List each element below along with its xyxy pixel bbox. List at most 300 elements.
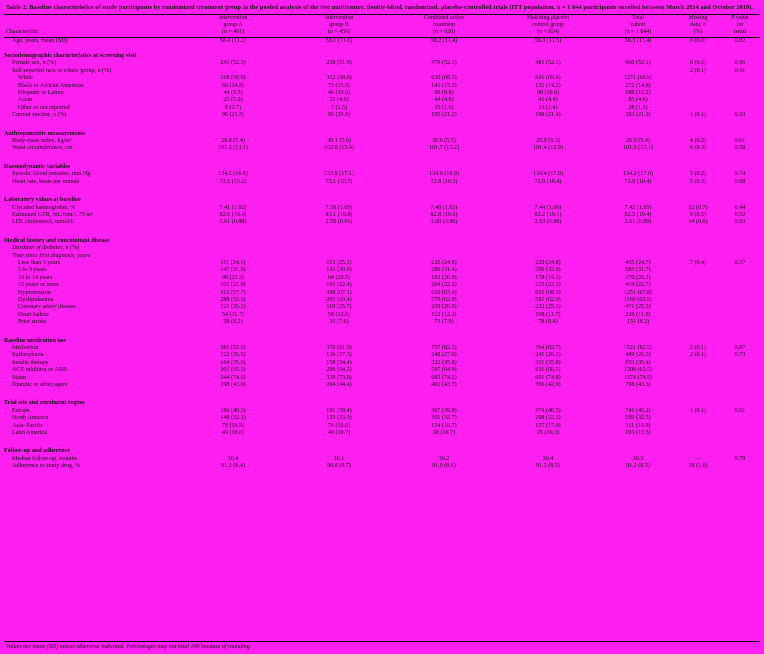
row-value-col5: 393 (21.3) (625, 112, 651, 119)
row-label: Trial site and enrolment region (4, 400, 85, 407)
row-value-col2: 58 (12.6) (327, 311, 351, 318)
row-value-col7 (720, 105, 760, 112)
row-value-col5: 151 (8.2) (626, 319, 650, 326)
row-value-col4 (496, 49, 600, 60)
row-label: Sociodemographic characteristics at screening visit (4, 53, 137, 60)
row-label: Systolic blood pressure, mm Hg (12, 171, 91, 178)
row-value-col2: 73.1 (10.5) (325, 178, 353, 185)
row-value-col5 (600, 334, 676, 345)
row-value-col1: 98 (21.3) (221, 274, 245, 281)
row-value-col2: 83.1 (19.8) (325, 211, 353, 218)
row-value-col1: 101 (21.9) (220, 282, 246, 289)
header-row-line1 (4, 15, 760, 23)
row-value-col6 (676, 193, 720, 204)
row-value-col7: 0.88 (734, 178, 746, 185)
row-value-col3: 597 (64.9) (431, 367, 457, 374)
row-value-col2 (286, 396, 392, 407)
row-value-col4: 396 (42.9) (535, 382, 561, 389)
row-value-col5 (600, 160, 676, 171)
row-value-col5 (600, 444, 676, 455)
row-label: Laboratory values at baseline (4, 197, 82, 204)
row-value-col7 (720, 160, 760, 171)
table-row (4, 179, 760, 186)
row-value-col3: 620 (67.4) (431, 289, 457, 296)
table-row-spacer (4, 389, 760, 396)
row-value-col2: 142 (30.9) (326, 267, 352, 274)
row-value-col5: 1271 (68.9) (623, 75, 653, 82)
row-value-col2 (286, 334, 392, 345)
row-value-col2 (286, 193, 392, 204)
row-value-col5: 272 (14.8) (625, 82, 651, 89)
header-col6-line1: Missing (688, 15, 708, 21)
row-value-col6: — (694, 455, 702, 462)
row-value-col3: 195 (21.2) (431, 112, 457, 119)
row-value-col1: 91.2 (8.4) (221, 463, 245, 470)
row-label: ACE inhibitor or ARB (12, 367, 68, 374)
header-col2-line3: (n = 459) (328, 29, 350, 36)
row-value-col6 (676, 444, 720, 455)
row-value-col5: 72.9 (10.4) (624, 178, 652, 185)
row-value-col3 (392, 253, 496, 260)
row-value-col3: 44 (4.8) (434, 97, 454, 104)
row-value-col1: 344 (74.6) (220, 374, 246, 381)
row-value-col4: 134.4 (17.0) (533, 171, 563, 178)
row-value-col7: 0.63 (734, 219, 746, 226)
row-value-col5 (600, 253, 676, 260)
row-value-col3: 683 (74.2) (431, 374, 457, 381)
row-value-col3 (392, 193, 496, 204)
row-value-col1: 2.61 (0.88) (219, 219, 247, 226)
table-section-header (4, 444, 760, 455)
row-value-col4: 72.9 (10.4) (534, 178, 562, 185)
row-value-col7 (720, 83, 760, 90)
row-value-col3: 192 (20.9) (431, 274, 457, 281)
row-value-col2: 181 (39.4) (326, 407, 352, 414)
table-row (4, 171, 760, 178)
row-value-col1: 58.4 (11.2) (219, 37, 247, 44)
row-value-col3: 204 (22.2) (431, 282, 457, 289)
row-value-col1: 148 (32.1) (220, 415, 246, 422)
table-row-spacer (4, 186, 760, 193)
row-value-col2: 339 (73.9) (326, 374, 352, 381)
row-value-col5: 599 (32.5) (625, 415, 651, 422)
table-row (4, 423, 760, 430)
table-row (4, 282, 760, 289)
row-value-col5: 1160 (62.9) (623, 296, 653, 303)
table-row (4, 375, 760, 382)
row-value-col6: 4 (0.2) (689, 138, 707, 145)
row-value-col5: 2.61 (0.89) (624, 219, 652, 226)
row-value-col4: 98 (10.6) (536, 90, 560, 97)
row-value-col4 (496, 234, 600, 245)
row-value-col7 (720, 253, 760, 260)
row-value-col3: 2.60 (0.90) (430, 219, 458, 226)
row-label: Glycated haemoglobin, % (12, 204, 76, 211)
row-value-col1 (180, 334, 286, 345)
row-value-col3: 367 (39.9) (431, 407, 457, 414)
row-value-col7: 0.41 (734, 67, 746, 74)
header-col5-line2: cohort (630, 22, 646, 29)
row-value-col5: 585 (31.7) (625, 267, 651, 274)
row-value-col5: 1208 (65.5) (623, 367, 653, 374)
row-label: Current smoker, n (%) (12, 112, 67, 119)
row-value-col3: 90 (9.8) (434, 90, 454, 97)
row-value-col5: 188 (10.2) (625, 90, 651, 97)
row-value-col5 (600, 234, 676, 245)
row-value-col6: 2 (0.1) (689, 352, 707, 359)
row-value-col6 (676, 49, 720, 60)
header-stub-blank2 (4, 22, 180, 29)
table-row-spacer (4, 153, 760, 160)
table-row (4, 245, 760, 252)
row-value-col1: 29.8 (5.4) (221, 138, 245, 145)
row-value-col6 (676, 245, 720, 252)
row-value-col7: 0.37 (734, 259, 746, 266)
row-value-col4: 108 (11.7) (535, 311, 561, 318)
row-value-col6 (676, 382, 720, 389)
table-row (4, 352, 760, 359)
row-value-col1: 301 (65.3) (220, 367, 246, 374)
table-row (4, 112, 760, 119)
row-value-col6 (676, 97, 720, 104)
row-value-col7: 0.79 (734, 455, 746, 462)
row-label: Follow-up and adherence (4, 448, 70, 455)
row-value-col6 (676, 334, 720, 345)
row-value-col5: 419 (22.7) (625, 282, 651, 289)
row-value-col3 (392, 49, 496, 60)
row-label: Waist circumference, cm (12, 145, 73, 152)
table-row (4, 319, 760, 326)
header-col2-line1: Intervention (324, 15, 354, 21)
row-value-col3: 289 (31.4) (431, 267, 457, 274)
row-value-col7: 0.74 (734, 171, 746, 178)
row-value-col6 (676, 267, 720, 274)
row-label: Prior stroke (18, 319, 47, 326)
row-value-col2: 376 (81.9) (326, 345, 352, 352)
row-value-col1 (180, 160, 286, 171)
row-value-col1: 186 (40.3) (220, 407, 246, 414)
row-value-col6 (676, 367, 720, 374)
row-label: Anthropometric measurements (4, 130, 86, 137)
row-value-col3: 72.8 (10.3) (430, 178, 458, 185)
row-value-col3: 15 (1.6) (434, 104, 454, 111)
row-value-col5 (600, 127, 676, 138)
row-value-col2: 30.1 (5.6) (327, 138, 351, 145)
row-value-col4: 82.2 (19.1) (534, 211, 562, 218)
row-value-col3: 322 (35.0) (431, 359, 457, 366)
row-label: Heart rate, beats per minute (12, 178, 80, 185)
row-value-col6 (676, 160, 720, 171)
row-value-col6 (676, 234, 720, 245)
table-row (4, 367, 760, 374)
row-value-col6: 0 (0.0) (689, 60, 707, 67)
row-label: Medical history and concomitant disease (4, 237, 110, 244)
row-value-col2 (286, 49, 392, 60)
row-value-col4: 78 (8.4) (538, 319, 558, 326)
row-label: Europe (12, 407, 30, 414)
row-value-col7 (720, 275, 760, 282)
row-value-col2: 49 (10.7) (327, 430, 351, 437)
row-value-col6 (676, 396, 720, 407)
row-value-col1: 23 (5.0) (223, 97, 243, 104)
row-value-col2 (286, 127, 392, 138)
row-value-col4: 131 (14.2) (535, 82, 561, 89)
row-value-col5: 101.5 (13.1) (623, 145, 653, 152)
row-value-col7 (720, 234, 760, 245)
header-col1-line3: (n = 461) (222, 29, 244, 36)
row-value-col2: 296 (64.5) (326, 367, 352, 374)
row-value-col7: 0.91 (734, 407, 746, 414)
row-value-col3: 479 (52.1) (431, 60, 457, 67)
row-value-col6: 1 (0.1) (689, 407, 707, 414)
row-value-col2: 35 (7.6) (329, 319, 349, 326)
row-value-col3: 226 (24.6) (431, 259, 457, 266)
row-value-col6 (676, 304, 720, 311)
row-value-col2 (286, 253, 392, 260)
spacer-cell (4, 153, 760, 160)
row-value-col1 (180, 127, 286, 138)
table-row-spacer (4, 437, 760, 444)
row-value-col3: 239 (26.0) (431, 304, 457, 311)
row-value-col7: 0.58 (734, 145, 746, 152)
row-value-col2: 7.38 (1.05) (325, 204, 353, 211)
header-col7-line3: trend (733, 29, 747, 36)
row-value-col2: 90.8 (8.7) (327, 463, 351, 470)
row-value-col4: 764 (82.7) (535, 345, 561, 352)
row-value-col3: 101.7 (13.2) (429, 145, 459, 152)
row-value-col2 (286, 160, 392, 171)
row-value-col2: 118 (25.7) (326, 304, 352, 311)
header-stub: Characteristic (6, 29, 39, 36)
row-value-col7: 0.52 (734, 211, 746, 218)
row-value-col2: 2.58 (0.91) (325, 219, 353, 226)
row-value-col4: 95 (10.3) (536, 430, 560, 437)
row-value-col3 (392, 444, 496, 455)
row-value-col3: 36.2 (438, 455, 450, 462)
row-value-col2: 94 (20.5) (327, 274, 351, 281)
row-value-col1 (180, 396, 286, 407)
row-value-col6 (676, 375, 720, 382)
row-value-col5: 960 (52.1) (625, 60, 651, 67)
row-value-col6: 12 (0.7) (688, 204, 708, 211)
header-col3-line2: treatment (432, 22, 456, 29)
row-value-col3: 58.2 (11.4) (430, 37, 458, 44)
row-value-col7 (720, 193, 760, 204)
row-value-col7: 0.96 (734, 60, 746, 67)
row-value-col5: 471 (25.5) (625, 304, 651, 311)
row-value-col2: 36.1 (333, 455, 345, 462)
table-row (4, 60, 760, 67)
row-value-col3: 134.0 (16.9) (429, 171, 459, 178)
row-label: Body-mass index, kg/m² (12, 138, 72, 145)
row-value-col5: 29.9 (5.4) (626, 138, 650, 145)
row-value-col3 (392, 396, 496, 407)
row-value-col4: 331 (35.8) (535, 359, 561, 366)
row-value-col1: 122 (26.5) (220, 352, 246, 359)
row-value-col5: 58.3 (11.4) (624, 37, 652, 44)
table-row-spacer (4, 120, 760, 127)
row-value-col3: 82.8 (19.6) (430, 211, 458, 218)
table-head (4, 15, 760, 38)
row-value-col2: 291 (63.4) (326, 296, 352, 303)
row-value-col4: 178 (19.3) (535, 274, 561, 281)
row-label: Time since first diagnosis, years (12, 252, 91, 259)
row-value-col6 (676, 275, 720, 282)
table-section-header (4, 334, 760, 345)
row-value-col6 (676, 319, 720, 326)
row-value-col1: 134.2 (16.8) (218, 171, 248, 178)
row-label: Hispanic or Latino (18, 90, 64, 97)
header-col3-line3: (n = 920) (433, 29, 455, 36)
row-value-col3: 579 (62.9) (431, 296, 457, 303)
row-value-col7 (720, 334, 760, 345)
row-value-col5: 311 (16.9) (625, 422, 651, 429)
table-row (4, 304, 760, 311)
row-value-col1: 198 (43.0) (220, 382, 246, 389)
row-value-col5: 489 (26.5) (625, 352, 651, 359)
row-value-col1: 78 (16.9) (221, 422, 245, 429)
row-label: 15 years or more (18, 282, 60, 289)
row-label: Adherence to study drug, % (12, 463, 81, 470)
row-value-col1: 164 (35.6) (220, 359, 246, 366)
row-value-col7: 0.87 (734, 345, 746, 352)
row-value-col3: 757 (82.3) (431, 345, 457, 352)
row-value-col4: 2.63 (0.89) (534, 219, 562, 226)
table-row (4, 267, 760, 274)
row-label: Female sex, n (%) (12, 60, 57, 67)
row-value-col5: 1374 (74.5) (623, 374, 653, 381)
row-value-col7: 0.82 (734, 37, 746, 44)
row-value-col4: 58.3 (11.5) (534, 37, 562, 44)
row-value-col2: 58.1 (11.6) (325, 37, 353, 44)
row-label: Asia–Pacific (12, 422, 44, 429)
row-value-col5: 220 (11.9) (625, 311, 651, 318)
row-value-col1: 82.6 (19.4) (219, 211, 247, 218)
table-section-header (4, 193, 760, 204)
row-value-col7 (720, 75, 760, 82)
header-row-line3 (4, 29, 760, 37)
baseline-characteristics-table (4, 14, 760, 471)
row-value-col6: 2 (0.1) (689, 67, 707, 74)
row-value-col4 (496, 444, 600, 455)
row-value-col6: 9 (0.5) (689, 211, 707, 218)
table-bottom-rule (4, 641, 760, 642)
row-value-col5 (600, 245, 676, 252)
row-value-col1: 121 (26.2) (220, 304, 246, 311)
spacer-cell (4, 120, 760, 127)
row-value-col4: 29.9 (5.3) (536, 138, 560, 145)
row-value-col2: 96 (20.9) (327, 112, 351, 119)
row-label: Black or African American (18, 82, 84, 89)
row-label: Other or not reported (18, 104, 70, 111)
row-value-col7: 0.61 (734, 138, 746, 145)
row-value-col4: 691 (74.8) (535, 374, 561, 381)
row-value-col7 (720, 297, 760, 304)
row-label: Median follow-up, months (12, 455, 78, 462)
table-row (4, 219, 760, 226)
row-value-col2: 103 (22.4) (326, 282, 352, 289)
row-label: Diuretic or other agent (12, 382, 68, 389)
header-col6-line3: (%) (693, 29, 703, 36)
table-row (4, 253, 760, 260)
row-value-col2: 21 (4.6) (329, 97, 349, 104)
row-value-col2: 126 (27.5) (326, 352, 352, 359)
row-value-col7 (720, 267, 760, 274)
row-value-col3 (392, 127, 496, 138)
row-value-col2 (286, 234, 392, 245)
row-value-col2: 102.0 (13.4) (324, 145, 354, 152)
row-label: Metformin (12, 345, 39, 352)
row-label: North America (12, 415, 49, 422)
table-row (4, 205, 760, 212)
row-value-col5: 85 (4.6) (628, 97, 648, 104)
row-value-col6 (676, 415, 720, 422)
row-value-col1: 318 (69.0) (220, 75, 246, 82)
header-col5-line3: (n = 1 844) (624, 29, 652, 36)
row-value-col6 (676, 282, 720, 289)
row-value-col4: 157 (17.0) (535, 422, 561, 429)
row-value-col3: 154 (16.7) (431, 422, 457, 429)
spacer-cell (4, 389, 760, 396)
row-value-col1: 44 (9.5) (223, 90, 243, 97)
row-value-col6: 1 (0.1) (689, 112, 707, 119)
row-value-col2 (286, 245, 392, 252)
row-value-col5: 82.5 (19.4) (624, 211, 652, 218)
row-value-col2: 312 (68.0) (326, 75, 352, 82)
table-section-header (4, 234, 760, 245)
row-value-col5: 1251 (67.8) (623, 289, 653, 296)
row-value-col4: 13 (1.4) (538, 104, 558, 111)
table-row (4, 37, 760, 45)
row-value-col4: 101.4 (12.9) (533, 145, 563, 152)
spacer-cell (4, 327, 760, 334)
row-value-col7 (720, 319, 760, 326)
row-value-col4: 91.3 (8.5) (536, 463, 560, 470)
row-value-col7 (720, 367, 760, 374)
row-value-col6: 7 (0.4) (689, 259, 707, 266)
row-value-col1: 8 (1.7) (224, 104, 242, 111)
row-value-col3 (392, 334, 496, 345)
row-value-col3: 141 (15.3) (431, 82, 457, 89)
row-label: Coronary artery disease (18, 304, 76, 311)
row-value-col4: 641 (69.4) (535, 75, 561, 82)
row-value-col4: 7.44 (1.06) (534, 204, 562, 211)
row-value-col3: 301 (32.7) (431, 415, 457, 422)
header-stub-blank (4, 15, 180, 23)
row-value-col6: 2 (0.1) (689, 345, 707, 352)
row-value-col2: 115 (25.1) (326, 259, 352, 266)
row-label: Duration of diabetes, n (%) (12, 245, 80, 252)
row-value-col1: 381 (82.6) (220, 345, 246, 352)
table-row (4, 97, 760, 104)
row-value-col1: 147 (31.9) (220, 267, 246, 274)
row-value-col2: 153 (33.3) (326, 415, 352, 422)
row-value-col4 (496, 253, 600, 260)
header-col4-line1: Matching placebo (526, 15, 570, 21)
row-label: Haemodynamic variables (4, 163, 71, 170)
row-value-col5: 36.3 (632, 455, 644, 462)
row-value-col6 (676, 75, 720, 82)
row-value-col6: 6 (0.3) (689, 145, 707, 152)
row-value-col5: 91.2 (8.5) (626, 463, 650, 470)
row-value-col5: 7.42 (1.05) (624, 204, 652, 211)
row-value-col6 (676, 423, 720, 430)
row-value-col6 (676, 127, 720, 138)
table-body (4, 37, 760, 471)
row-label: Estimated GFR, mL/min/1.73 m² (12, 211, 93, 218)
row-value-col7 (720, 423, 760, 430)
row-value-col1: 241 (52.3) (220, 60, 246, 67)
